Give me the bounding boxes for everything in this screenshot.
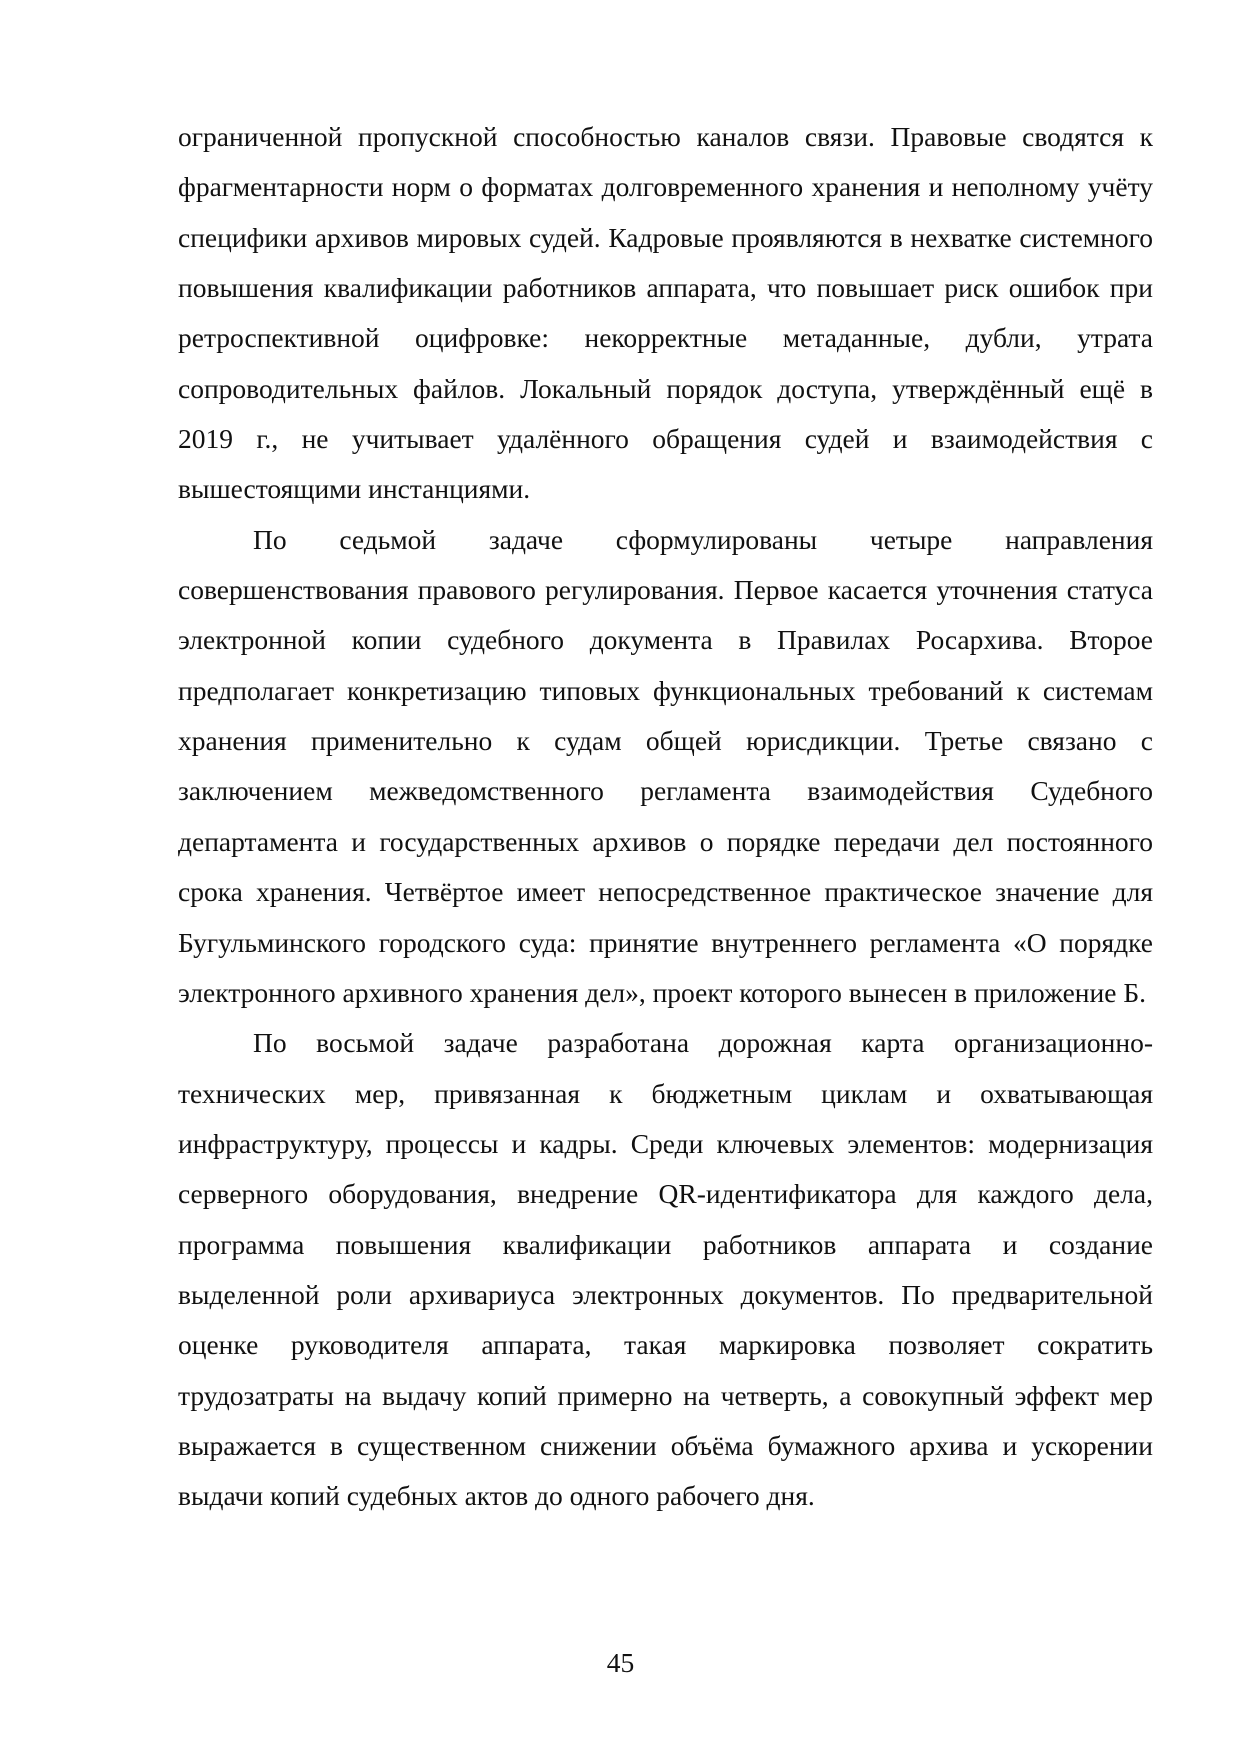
- paragraph-task-seven: По седьмой задаче сформулированы четыре направления совершенствования правового регулирования. Первое касается уточнения статуса электронной копии судебного документа в Правилах Росархива. Второе предполагает конкретизацию типовых функциональных требований к системам хранения применительно к судам общей юрисдикции. Третье связано с заключением межведомственного регламента взаимодействия Судебного департамента и государственных архивов о порядке передачи дел постоянного срока хранения. Четвёртое имеет непосредственное практическое значение для Бугульминского городского суда: принятие внутреннего регламента «О порядке электронного архивного хранения дел», проект которого вынесен в приложение Б.: [178, 523, 1153, 1008]
- page-number: 45: [606, 1647, 635, 1678]
- body-text: [178, 112, 1153, 1522]
- paragraph-continuation: ограниченной пропускной способностью каналов связи. Правовые сводятся к фрагментарности норм о форматах долговременного хранения и неполному учёту специфики архивов мировых судей. Кадровые проявляются в нехватке системного повышения квалификации работников аппарата, что повышает риск ошибок при ретроспективной оцифровке: некорректные метаданные, дубли, утрата сопроводительных файлов. Локальный порядок доступа, утверждённый ещё в 2019 г., не учитывает удалённого обращения судей и взаимодействия с вышестоящими инстанциями.: [178, 121, 1153, 505]
- paragraph-task-eight: По восьмой задаче разработана дорожная карта организационно-технических мер, привязанная к бюджетным циклам и охватывающая инфраструктуру, процессы и кадры. Среди ключевых элементов: модернизация серверного оборудования, внедрение QR-идентификатора для каждого дела, программа повышения квалификации работников аппарата и создание выделенной роли архивариуса электронных документов. По предварительной оценке руководителя аппарата, такая маркировка позволяет сократить трудозатраты на выдачу копий примерно на четверть, а совокупный эффект мер выражается в существенном снижении объёма бумажного архива и ускорении выдачи копий судебных актов до одного рабочего дня.: [178, 1027, 1153, 1512]
